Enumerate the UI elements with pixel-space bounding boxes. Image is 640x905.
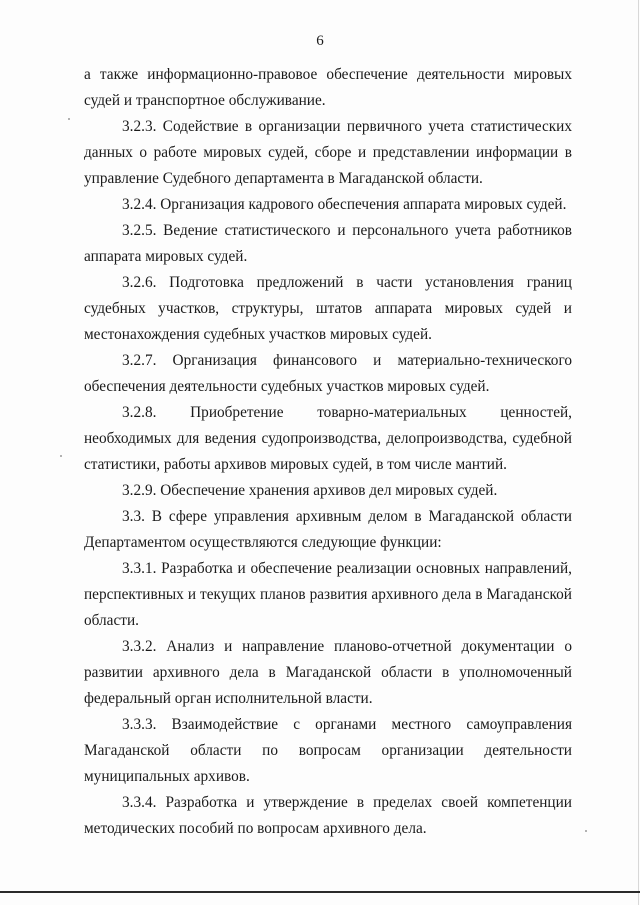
paragraph-3-3-4: 3.3.4. Разработка и утверждение в пределах своей компетенции методических пособий по вопросам архивного дела. <box>84 794 572 837</box>
paragraph-3-2-5: 3.2.5. Ведение статистического и персонального учета работников аппарата мировых судей. <box>84 222 572 265</box>
paragraph-3-2-6: 3.2.6. Подготовка предложений в части установления границ судебных участков, структуры, штатов аппарата мировых судей и местонахождения судебных участков мировых судей. <box>84 274 572 343</box>
paragraph-3-2-3: 3.2.3. Содействие в организации первичного учета статистических данных о работе мировых судей, сборе и представлении информации в управление Судебного департамента в Магаданской области. <box>84 118 572 187</box>
paragraph-3-2-9: 3.2.9. Обеспечение хранения архивов дел мировых судей. <box>122 482 498 499</box>
paragraph-3-2-8: 3.2.8. Приобретение товарно-материальных ценностей, необходимых для ведения судопроизводства, делопроизводства, судебной статистики, работы архивов мировых судей, в том числе мантий. <box>84 404 572 473</box>
page-edge <box>638 0 639 905</box>
paragraph-3-3: 3.3. В сфере управления архивным делом в Магаданской области Департаментом осуществляются следующие функции: <box>84 508 572 551</box>
paragraph-3-2-4: 3.2.4. Организация кадрового обеспечения аппарата мировых судей. <box>122 196 567 213</box>
paragraph-3-2-7: 3.2.7. Организация финансового и материально-технического обеспечения деятельности судебных участков мировых судей. <box>84 352 572 395</box>
paragraph-3-3-3: 3.3.3. Взаимодействие с органами местного самоуправления Магаданской области по вопросам организации деятельности муниципальных архивов. <box>84 716 572 785</box>
paragraph-3-3-2: 3.3.2. Анализ и направление планово-отчетной документации о развитии архивного дела в Магаданской области в уполномоченный федеральный орган исполнительной власти. <box>84 638 572 707</box>
document-body <box>84 62 572 842</box>
bottom-scan-border <box>0 891 640 893</box>
scan-speck <box>68 118 70 120</box>
paragraph-continuation: а также информационно-правовое обеспечение деятельности мировых судей и транспортное обслуживание. <box>84 66 572 109</box>
paragraph-3-3-1: 3.3.1. Разработка и обеспечение реализации основных направлений, перспективных и текущих планов развития архивного дела в Магаданской области. <box>84 560 572 629</box>
page-number: 6 <box>316 33 324 49</box>
scan-speck <box>585 830 587 832</box>
scan-speck <box>60 455 62 457</box>
